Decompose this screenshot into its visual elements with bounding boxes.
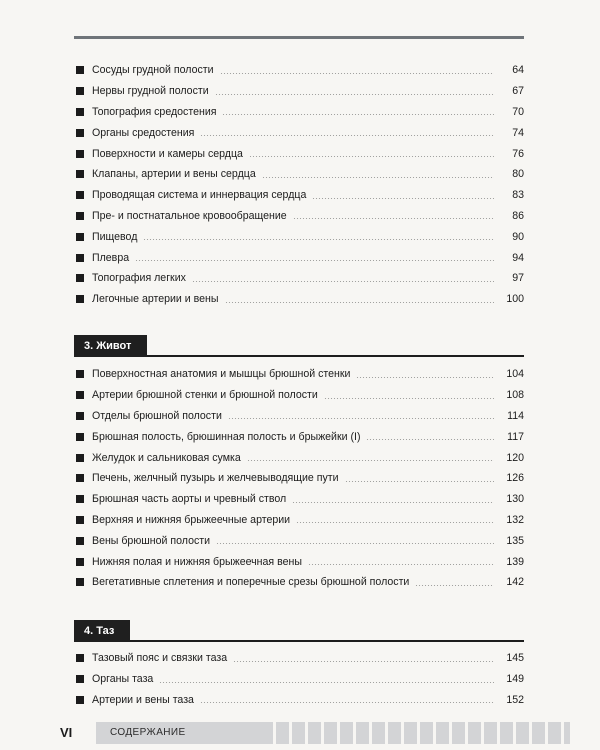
section-heading-label: 3. Живот (74, 335, 147, 357)
square-bullet-icon (76, 654, 84, 662)
toc-entry[interactable] (74, 143, 524, 164)
dot-leader (222, 114, 494, 115)
toc-entry-title: Органы таза (92, 673, 154, 686)
toc-entry[interactable] (74, 489, 524, 510)
toc-entry-page: 132 (506, 513, 524, 526)
toc-entry[interactable] (74, 81, 524, 102)
dot-leader (324, 398, 494, 399)
section-heading-pelvis[interactable] (74, 620, 524, 642)
toc-entry-title: Легочные артерии и вены (92, 293, 219, 306)
dot-leader (249, 156, 494, 157)
toc-entry-title: Пре- и постнатальное кровообращение (92, 209, 287, 222)
dot-leader (228, 418, 494, 419)
square-bullet-icon (76, 454, 84, 462)
dot-leader (159, 682, 494, 683)
dot-leader (415, 585, 494, 586)
toc-entry-title: Вегетативные сплетения и поперечные срезы брюшной полости (92, 576, 410, 589)
toc-entry-title: Органы средостения (92, 126, 195, 139)
toc-entry[interactable] (74, 426, 524, 447)
toc-section-abdomen (74, 364, 524, 593)
dot-leader (215, 94, 494, 95)
dot-leader (356, 377, 494, 378)
square-bullet-icon (76, 66, 84, 74)
top-rule (74, 36, 524, 39)
square-bullet-icon (76, 274, 84, 282)
toc-entry-title: Брюшная часть аорты и чревный ствол (92, 493, 287, 506)
toc-entry[interactable] (74, 268, 524, 289)
toc-entry-page: 117 (507, 430, 524, 443)
toc-entry-title: Клапаны, артерии и вены сердца (92, 168, 256, 181)
toc-entry[interactable] (74, 510, 524, 531)
dot-leader (308, 564, 494, 565)
toc-entry-page: 80 (512, 168, 524, 181)
toc-entry[interactable] (74, 364, 524, 385)
dot-leader (345, 481, 494, 482)
toc-entry[interactable] (74, 247, 524, 268)
square-bullet-icon (76, 370, 84, 378)
toc-section-pelvis (74, 648, 524, 710)
square-bullet-icon (76, 233, 84, 241)
toc-entry-page: 94 (512, 251, 524, 264)
toc-entry-page: 100 (506, 293, 524, 306)
toc-entry-page: 67 (512, 85, 524, 98)
square-bullet-icon (76, 412, 84, 420)
toc-entry-page: 108 (506, 389, 524, 402)
toc-entry[interactable] (74, 164, 524, 185)
toc-entry-title: Проводящая система и иннервация сердца (92, 189, 307, 202)
square-bullet-icon (76, 537, 84, 545)
toc-entry-title: Артерии брюшной стенки и брюшной полости (92, 389, 318, 402)
square-bullet-icon (76, 391, 84, 399)
toc-entry[interactable] (74, 406, 524, 427)
toc-entry[interactable] (74, 572, 524, 593)
toc-entry-page: 90 (512, 230, 524, 243)
dot-leader (192, 281, 494, 282)
toc-entry-title: Артерии и вены таза (92, 693, 194, 706)
toc-entry-page: 86 (512, 209, 524, 222)
toc-entry-page: 76 (512, 147, 524, 160)
footer-stripes (260, 722, 570, 744)
toc-entry-page: 130 (506, 493, 524, 506)
toc-entry-title: Топография средостения (92, 105, 217, 118)
toc-entry[interactable] (74, 185, 524, 206)
toc-entry[interactable] (74, 385, 524, 406)
dot-leader (216, 543, 494, 544)
square-bullet-icon (76, 558, 84, 566)
toc-entry-title: Сосуды грудной полости (92, 64, 214, 77)
toc-entry[interactable] (74, 206, 524, 227)
toc-entry-title: Нижняя полая и нижняя брыжеечная вены (92, 555, 302, 568)
square-bullet-icon (76, 696, 84, 704)
toc-entry-page: 74 (512, 126, 524, 139)
square-bullet-icon (76, 295, 84, 303)
toc-entry[interactable] (74, 447, 524, 468)
square-bullet-icon (76, 474, 84, 482)
toc-entry[interactable] (74, 226, 524, 247)
dot-leader (312, 198, 494, 199)
toc-entry-page: 83 (512, 189, 524, 202)
toc-entry-page: 139 (506, 555, 524, 568)
toc-entry[interactable] (74, 669, 524, 690)
dot-leader (233, 661, 494, 662)
square-bullet-icon (76, 433, 84, 441)
toc-entry[interactable] (74, 122, 524, 143)
toc-entry[interactable] (74, 551, 524, 572)
toc-entry-title: Печень, желчный пузырь и желчевыводящие пути (92, 472, 339, 485)
square-bullet-icon (76, 212, 84, 220)
toc-entry-page: 142 (506, 576, 524, 589)
toc-entry-title: Пищевод (92, 230, 138, 243)
dot-leader (200, 135, 494, 136)
footer-page-number: VI (60, 725, 73, 740)
toc-entry[interactable] (74, 60, 524, 81)
toc-entry-title: Поверхностная анатомия и мышцы брюшной стенки (92, 368, 351, 381)
toc-entry[interactable] (74, 648, 524, 669)
dot-leader (366, 439, 494, 440)
dot-leader (220, 73, 494, 74)
toc-entry-title: Вены брюшной полости (92, 534, 211, 547)
toc-entry-title: Плевра (92, 251, 130, 264)
dot-leader (262, 177, 494, 178)
toc-entry-title: Верхняя и нижняя брыжеечные артерии (92, 513, 291, 526)
section-heading-abdomen[interactable] (74, 335, 524, 357)
toc-entry-page: 64 (512, 64, 524, 77)
toc-entry-title: Поверхности и камеры сердца (92, 147, 243, 160)
square-bullet-icon (76, 191, 84, 199)
toc-entry-page: 114 (507, 409, 524, 422)
dot-leader (143, 239, 494, 240)
toc-entry-page: 120 (506, 451, 524, 464)
toc-entry-title: Брюшная полость, брюшинная полость и брыжейки (I) (92, 430, 361, 443)
toc-section-thorax-continued (74, 60, 524, 310)
square-bullet-icon (76, 578, 84, 586)
dot-leader (135, 260, 494, 261)
toc-entry-title: Тазовый пояс и связки таза (92, 652, 228, 665)
page-footer (40, 722, 570, 744)
toc-entry[interactable] (74, 530, 524, 551)
toc-entry-title: Топография легких (92, 272, 186, 285)
square-bullet-icon (76, 675, 84, 683)
toc-entry-page: 104 (506, 368, 524, 381)
dot-leader (293, 218, 494, 219)
dot-leader (296, 522, 494, 523)
toc-entry[interactable] (74, 690, 524, 711)
dot-leader (247, 460, 494, 461)
dot-leader (200, 702, 494, 703)
toc-entry-page: 97 (512, 272, 524, 285)
toc-entry-page: 145 (506, 652, 524, 665)
toc-entry-title: Отделы брюшной полости (92, 409, 222, 422)
square-bullet-icon (76, 170, 84, 178)
square-bullet-icon (76, 87, 84, 95)
toc-entry[interactable] (74, 468, 524, 489)
toc-entry-page: 70 (512, 105, 524, 118)
square-bullet-icon (76, 495, 84, 503)
toc-entry[interactable] (74, 289, 524, 310)
square-bullet-icon (76, 516, 84, 524)
square-bullet-icon (76, 254, 84, 262)
toc-entry-page: 126 (506, 472, 524, 485)
section-heading-rule (74, 640, 524, 642)
toc-entry-title: Нервы грудной полости (92, 85, 209, 98)
toc-entry[interactable] (74, 102, 524, 123)
toc-entry-page: 135 (506, 534, 524, 547)
square-bullet-icon (76, 129, 84, 137)
square-bullet-icon (76, 108, 84, 116)
section-heading-label: 4. Таз (74, 620, 130, 642)
toc-entry-page: 152 (506, 693, 524, 706)
dot-leader (225, 302, 494, 303)
square-bullet-icon (76, 150, 84, 158)
dot-leader (292, 502, 494, 503)
toc-entry-page: 149 (506, 673, 524, 686)
toc-entry-title: Желудок и сальниковая сумка (92, 451, 241, 464)
footer-label: СОДЕРЖАНИЕ (110, 727, 186, 738)
